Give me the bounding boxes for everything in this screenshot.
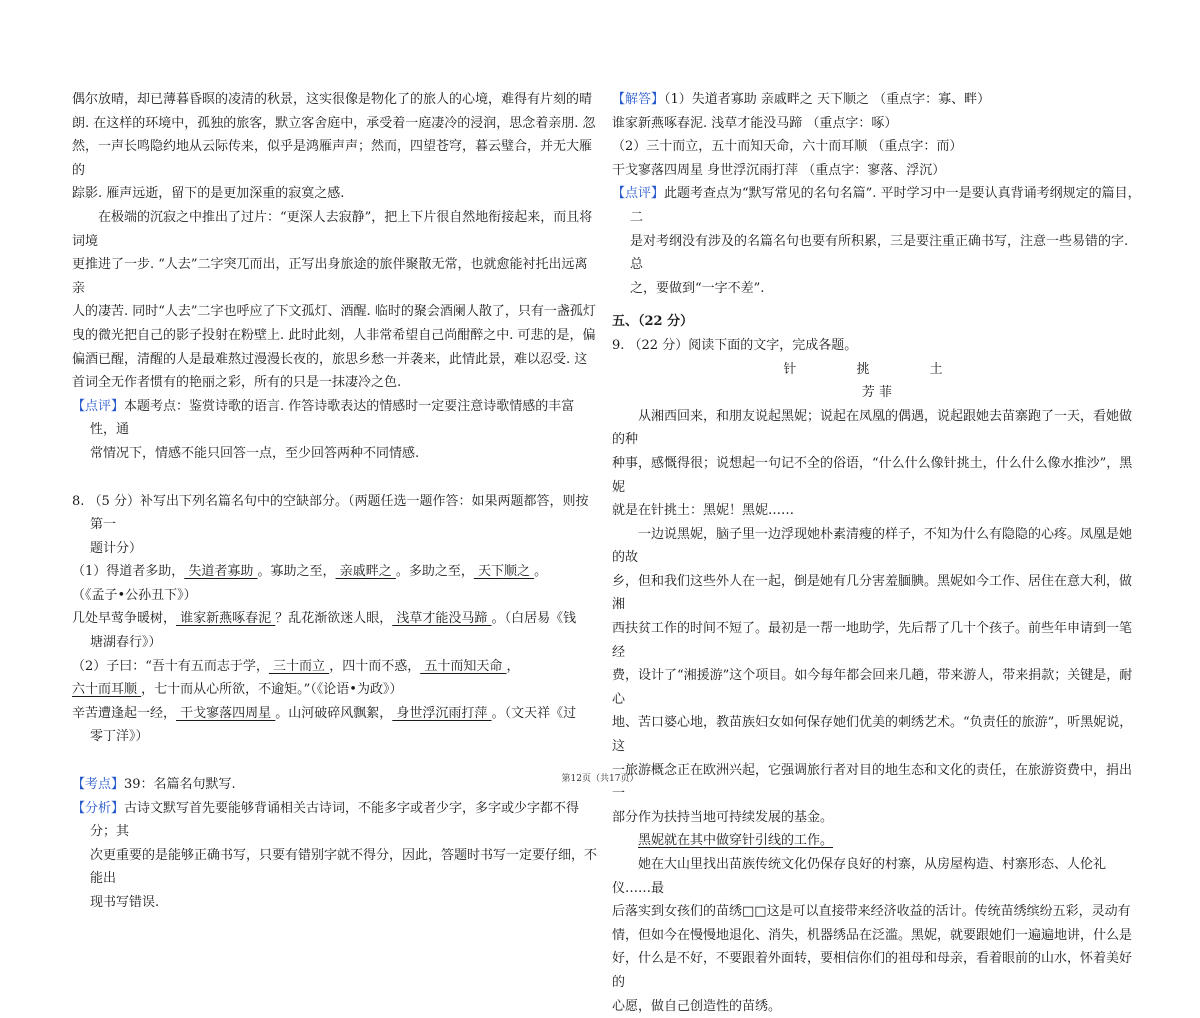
exam-point-tag: 【考点】 [72, 777, 125, 793]
q8-source-1: （《孟子•公孙丑下》） [72, 587, 197, 603]
analysis-block: 【分析】古诗文默写首先要能够背诵相关古诗词，不能多字或者少字，多字或少字都不得分；其 次更重要的是能够正确书写，只要有错别字就不得分，因此，答题时书写一定要仔细，不能出 现书写错误. [72, 800, 598, 910]
passage-paragraph: 她在大山里找出苗族传统文化仍保存良好的村寨，从房屋构造、村寨形态、人伦礼仪……最 后落实到女孩们的苗绣□□这是可以直接带来经济收益的活计。传统苗绣缤纷五彩，灵动有 情，但如今在慢慢地退化、消失，机器绣品在泛滥。黑妮，就要跟她们一遍遍地讲，什么是 好，什么是不好，不要跟着外面转，要相信你们的祖母和母亲，看着眼前的山水，怀着美好的 心愿，做自己创造性的苗绣。 [612, 857, 1133, 1014]
answer-blank: 浅草才能没马蹄 [392, 611, 492, 627]
page-footer: 第12页（共17页） [561, 774, 639, 784]
analysis-tag: 【分析】 [72, 800, 125, 816]
question-8: 8. （5 分）补写出下列名篇名句中的空缺部分。（两题任选一题作答：如果两题都答，则按第一 题计分） [72, 493, 589, 556]
section-heading: 五、（22 分） [612, 314, 694, 330]
passage-paragraph: 从湘西回来，和朋友说起黑妮；说起在凤凰的偶遇，说起跟她去苗寨跑了一天，看她做的种 种事，感慨得很；说想起一句记不全的俗语，“什么什么像针挑土，什么什么像水推沙”，黑妮 就是在针挑土：黑妮！黑妮…… [612, 408, 1133, 519]
answer-blank: 失道者寡助 [184, 564, 258, 580]
analysis-paragraph: 在极端的沉寂之中推出了过片：“更深人去寂静”，把上下片很自然地衔接起来，而且将词境 更推进了一步. “人去”二字突兀而出，正写出身旅途的旅伴聚散无常，也就愈能衬托出远离亲 人的凄苦. 同时“人去”二字也呼应了下文孤灯、酒醒. 临时的聚会酒阑人散了，只有一盏孤灯 曳的微光把自己的影子投射在粉壁上. 此时此刻，人非常希望自己尚酣醉之中. 可悲的是，偏 偏酒已醒，清醒的人是最难熬过漫漫长夜的，旅思乡愁一并袭来，此情此景，难以忍受. 这 首词全无作者惯有的艳丽之彩，所有的只是一抹凄冷之色. [72, 209, 596, 391]
q8-line-4: 辛苦遭逢起一经， 干戈寥落四周星 。山河破碎风飘絮， 身世浮沉雨打萍 。（文天祥《过 零丁洋》） [72, 705, 577, 745]
passage-underlined-sentence: 黑妮就在其中做穿针引线的工作。 [638, 833, 834, 849]
answer-blank: 谁家新燕啄春泥 [176, 611, 276, 627]
passage-author: 芳 菲 [861, 385, 893, 401]
answer-block: 【解答】（1）失道者寡助 亲戚畔之 天下顺之 （重点字：寡、畔） 谁家新燕啄春泥. 浅草才能没马蹄 （重点字：啄） （2）三十而立，五十而知天命，六十而耳顺 （重点字：而） 干戈寥落四周星 身世浮沉雨打萍 （重点字：寥落、浮沉） [612, 92, 991, 178]
q8-line-3: （2）子曰：“吾十有五而志于学， 三十而立 ，四十而不惑， 五十而知天命 ， 六十而耳顺 ，七十而从心所欲，不逾矩。”（《论语•为政》） [72, 658, 520, 698]
passage-paragraph: 一边说黑妮，脑子里一边浮现她朴素清瘦的样子，不知为什么有隐隐的心疼。凤凰是她的故 乡，但和我们这些外人在一起，倒是她有几分害羞腼腆。黑妮如今工作、居住在意大利，做湘 西扶贫工作的时间不短了。最初是一帮一地助学，先后帮了几十个孩子。前些年申请到一笔经 费，设计了“湘援游”这个项目。如今每年都会回来几趟，带来游人，带来捐款；关键是，耐心 地、苦口婆心地，教苗族妇女如何保存她们优美的刺绣艺术。“负责任的旅游”，听黑妮说，这 一旅游概念正在欧洲兴起，它强调旅行者对目的地生态和文化的责任，在旅游资费中，捐出一 部分作为扶持当地可持续发展的基金。 [612, 526, 1133, 825]
left-column [72, 88, 600, 915]
comment-tag: 【点评】 [612, 186, 665, 202]
answer-blank: 三十而立 [268, 658, 330, 674]
q8-line-1: （1）得道者多助， 失道者寡助 。寡助之至， 亲戚畔之 。多助之至， 天下顺之 。 [72, 564, 548, 580]
exam-point: 【考点】39：名篇名句默写. [72, 777, 236, 793]
right-column [612, 88, 1142, 1018]
answer-blank: 六十而耳顺 [72, 682, 142, 698]
comment-block: 【点评】此题考查点为“默写常见的名句名篇”. 平时学习中一是要认真背诵考纲规定的篇目，二 是对考纲没有涉及的名篇名句也要有所积累，三是要注重正确书写，注意一些易错的字. 总 之，要做到“一字不差”. [612, 186, 1141, 296]
comment-tag: 【点评】 [72, 398, 125, 414]
comment-block: 【点评】本题考点：鉴赏诗歌的语言. 作答诗歌表达的情感时一定要注意诗歌情感的丰富性，通 常情况下，情感不能只回答一点，至少回答两种不同情感. [72, 398, 575, 461]
passage-title: 针 挑 土 [783, 361, 971, 377]
answer-tag: 【解答】 [612, 92, 665, 107]
answer-blank: 干戈寥落四周星 [176, 705, 276, 721]
answer-blank: 亲戚畔之 [335, 564, 396, 580]
q8-line-2: 几处早莺争暖树， 谁家新燕啄春泥 ？乱花渐欲迷人眼， 浅草才能没马蹄 。（白居易《钱 塘湖春行》） [72, 611, 577, 651]
question-9: 9. （22 分）阅读下面的文字，完成各题。 [612, 337, 858, 353]
answer-blank: 身世浮沉雨打萍 [392, 705, 492, 721]
answer-blank: 天下顺之 [473, 564, 535, 580]
answer-blank: 五十而知天命 [420, 658, 507, 674]
analysis-text: 偶尔放晴，却已薄暮昏暝的凌清的秋景，这实很像是物化了的旅人的心境，难得有片刻的晴 朗. 在这样的环境中，孤独的旅客，默立客舍庭中，承受着一庭凄冷的浸润，思念着亲朋. 忽 然，一声长鸣隐约地从云际传来，似乎是鸿雁声声；然而，四望苍穹，暮云璧合，并无大雁的 踪影. 雁声远逝，留下的是更加深重的寂寞之感. [72, 92, 596, 202]
